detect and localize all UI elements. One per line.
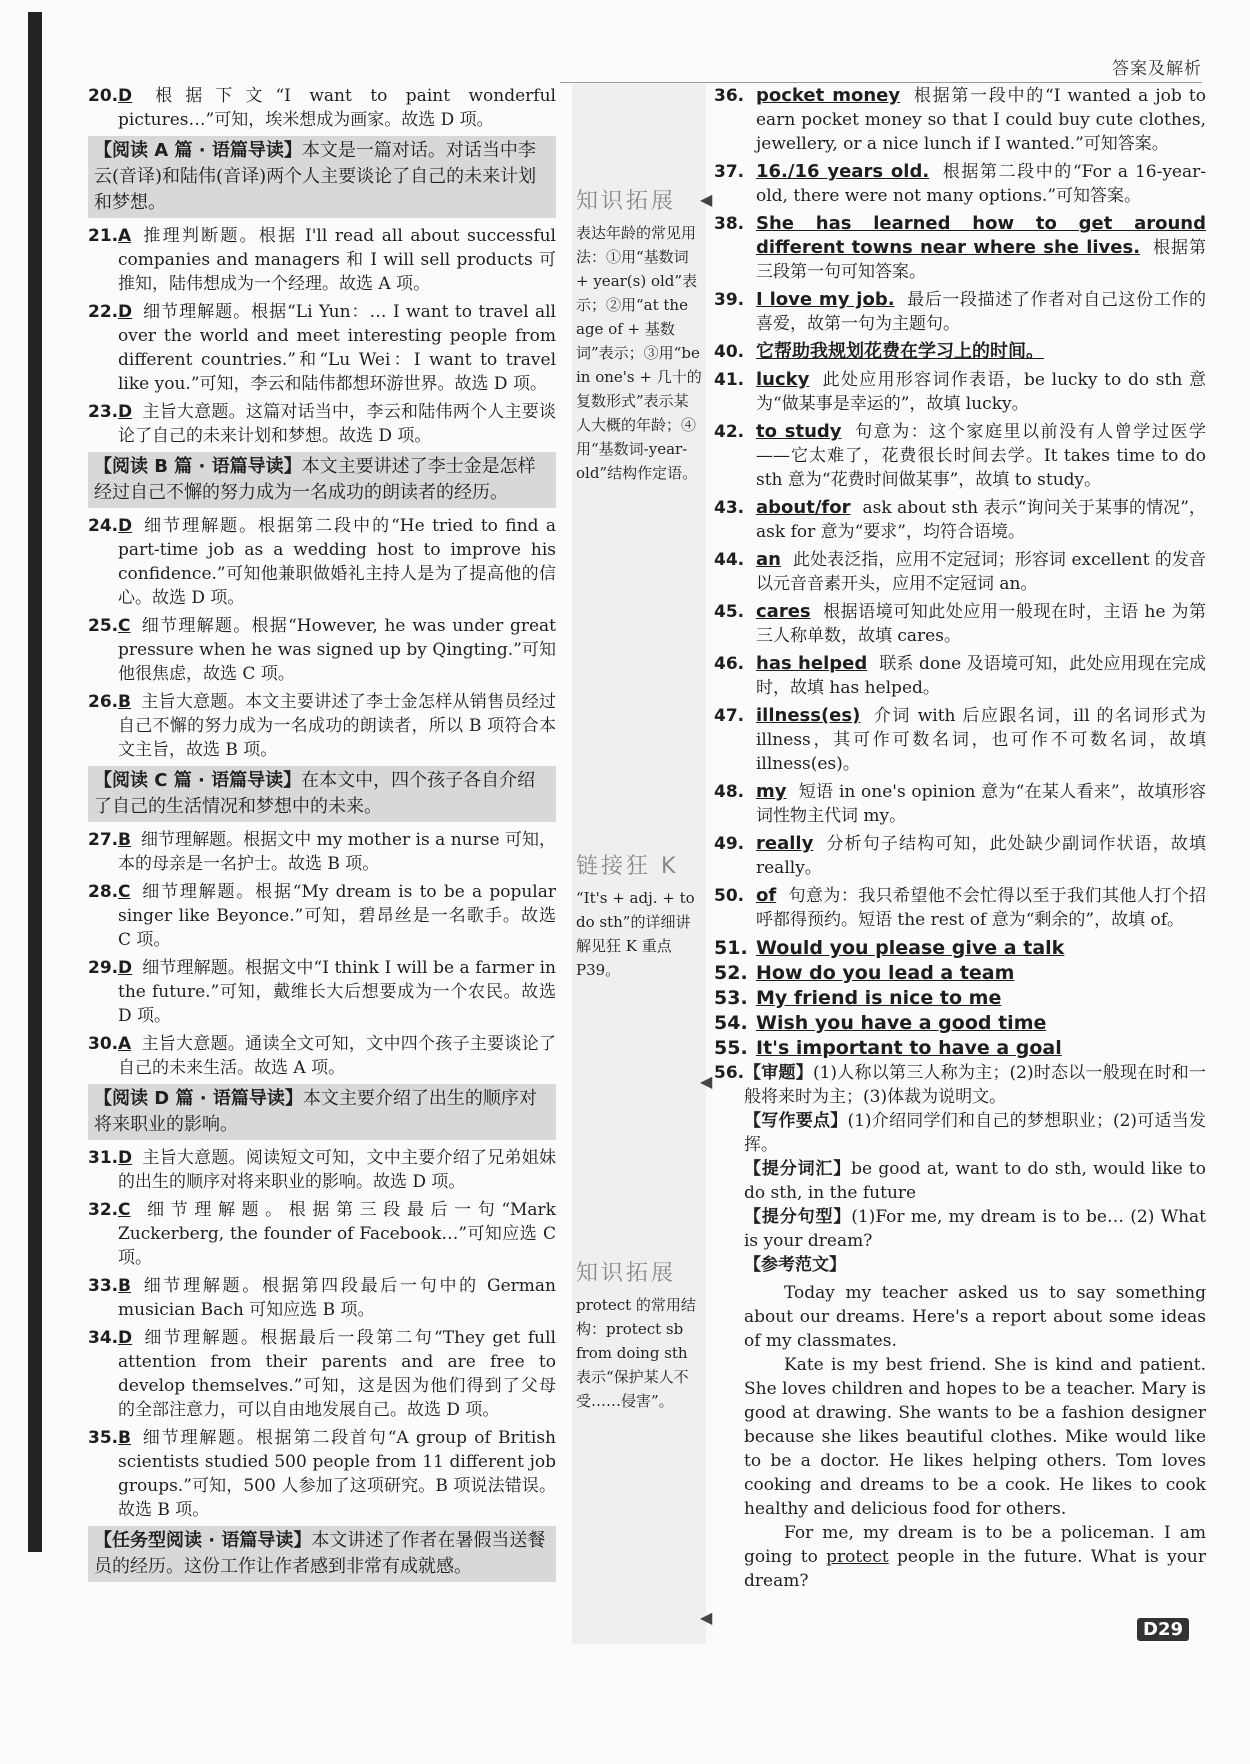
header-rule (560, 82, 1202, 83)
pointer-arrow-icon-3: ◀ (700, 1608, 713, 1627)
answer-36: 36. pocket money 根据第一段中的“I wanted a job to earn pocket money so that I could buy cute clothes, jewellery, or a nice lunch if I wanted.”可知答案。 (714, 85, 1206, 154)
link-k-heading: 链接狂 K (576, 854, 679, 879)
sample-essay-heading: 【参考范文】 (744, 1255, 846, 1275)
answer-50: 50. of 句意为：我只希望他不会忙得以至于我们其他人打个招呼都得预约。短语 the rest of 意为“剩余的”，故填 of。 (714, 885, 1206, 930)
essay-paragraph-2: Kate is my best friend. She is kind and patient. She loves children and hopes to be a teacher. Mary is good at drawing. She wants to be a fashion designer because she likes beautiful clothes. Mike would like to be a doctor. He likes helping others. Tom loves cooking and dreams to be a cook. He likes to cook healthy and delicious food for others. (744, 1355, 1206, 1519)
page-header: 答案及解析 (1112, 59, 1202, 79)
answer-35: 35. B 细节理解题。根据第二段首句“A group of British scientists studied 500 people from 11 different job groups.”可知，500 人参加了这项研究。B 项说法错误。故选 B 项。 (88, 1428, 556, 1520)
pointer-arrow-icon: ◀ (700, 190, 713, 209)
answer-54: 54. Wish you have a good time (714, 1012, 1047, 1034)
answer-24: 24. D 细节理解题。根据第二段中的“He tried to find a part-time job as a wedding host to improve his confidence.”可知他兼职做婚礼主持人是为了提高他的信心。故选 D 项。 (88, 516, 556, 608)
answer-37: 37. 16./16 years old. 根据第二段中的“For a 16-year-old, there were not many options.”可知答案。 (714, 161, 1206, 206)
answer-27: 27. B 细节理解题。根据文中 my mother is a nurse 可知，本的母亲是一名护士。故选 B 项。 (88, 830, 556, 874)
answer-52: 52. How do you lead a team (714, 962, 1015, 984)
answer-41: 41. lucky 此处应用形容词作表语，be lucky to do sth 意为“做某事是幸运的”，故填 lucky。 (714, 369, 1206, 414)
passage-guide-task: 【任务型阅读 · 语篇导读】本文讲述了作者在暑假当送餐员的经历。这份工作让作者感到非常有成就感。 (88, 1526, 556, 1582)
sample-essay (714, 1281, 1206, 1593)
link-k-note: “It's + adj. + to do sth”的详细讲解见狂 K 重点 P39。 (576, 889, 695, 979)
sidebar-spacer (572, 485, 706, 845)
answer-53: 53. My friend is nice to me (714, 987, 1002, 1009)
key-sentences: 【提分句型】(1)For me, my dream is to be… (2) What is your dream? (744, 1207, 1207, 1251)
answer-23: 23. D 主旨大意题。这篇对话当中，李云和陆伟两个人主要谈论了自己的未来计划和梦想。故选 D 项。 (88, 402, 556, 446)
review-section: 【审题】(1)人称以第三人称为主；(2)时态以一般现在时和一般将来时为主；(3)体裁为说明文。 (744, 1063, 1207, 1107)
binding-spine (28, 12, 42, 1552)
knowledge-extension-heading: 知识拓展 (576, 189, 677, 214)
answer-33: 33. B 细节理解题。根据第四段最后一句中的 German musician Bach 可知应选 B 项。 (88, 1276, 556, 1320)
answer-32: 32. C 细节理解题。根据第三段最后一句“Mark Zuckerberg, the founder of Facebook…”可知应选 C 项。 (88, 1200, 556, 1268)
right-column (714, 84, 1206, 1593)
page-number: D29 (1137, 1618, 1189, 1641)
answer-42: 42. to study 句意为：这个家庭里以前没有人曾学过医学——它太难了，花费很长时间去学。It takes time to do sth 意为“花费时间做某事”，故填 to study。 (714, 421, 1206, 490)
pointer-arrow-icon-2: ◀ (700, 1072, 713, 1091)
answer-47: 47. illness(es) 介词 with 后应跟名词，ill 的名词形式为 illness，其可作可数名词，也可作不可数名词，故填 illness(es)。 (714, 705, 1206, 774)
answer-51: 51. Would you please give a talk (714, 937, 1065, 959)
sidebar-notes (572, 84, 706, 1413)
answer-39: 39. I love my job. 最后一段描述了作者对自己这份工作的喜爱，故第一句为主题句。 (714, 289, 1206, 334)
answer-43: 43. about/for ask about sth 表示“询问关于某事的情况”，ask for 意为“要求”，均符合语境。 (714, 497, 1206, 542)
answer-30: 30. A 主旨大意题。通读全文可知，文中四个孩子主要谈论了自己的未来生活。故选 A 项。 (88, 1034, 556, 1078)
answer-22: 22. D 细节理解题。根据“Li Yun：… I want to travel all over the world and meet interesting people from different countries.”和“Lu Wei：I want to travel like you.”可知，李云和陆伟都想环游世界。故选 D 项。 (88, 302, 556, 394)
writing-points: 【写作要点】(1)介绍同学们和自己的梦想职业；(2)可适当发挥。 (744, 1111, 1207, 1155)
underlined-word: protect (826, 1547, 889, 1567)
answer-25: 25. C 细节理解题。根据“However, he was under great pressure when he was signed up by Qingting.”可知他很焦虑，故选 C 项。 (88, 616, 556, 684)
answer-56: 56. 【审题】(1)人称以第三人称为主；(2)时态以一般现在时和一般将来时为主；(3)体裁为说明文。 【写作要点】(1)介绍同学们和自己的梦想职业；(2)可适当发挥。 【提分词汇】be good at, want to do sth, would like to do sth, in the future 【提分句型】(1)For me, my dream is to be… (2) What is your dream? 【参考范文】 (714, 1063, 1207, 1275)
answer-26: 26. B 主旨大意题。本文主要讲述了李士金怎样从销售员经过自己不懈的努力成为一名成功的朗读者，所以 B 项符合本文主旨，故选 B 项。 (88, 692, 556, 760)
passage-guide-b: 【阅读 B 篇 · 语篇导读】本文主要讲述了李士金是怎样经过自己不懈的努力成为一名成功的朗读者的经历。 (88, 452, 556, 508)
answer-28: 28. C 细节理解题。根据“My dream is to be a popular singer like Beyonce.”可知，碧昂丝是一名歌手。故选 C 项。 (88, 882, 556, 950)
passage-guide-a: 【阅读 A 篇 · 语篇导读】本文是一篇对话。对话当中李云(音译)和陆伟(音译)两个人主要谈论了自己的未来计划和梦想。 (88, 136, 556, 218)
passage-guide-d: 【阅读 D 篇 · 语篇导读】本文主要介绍了出生的顺序对将来职业的影响。 (88, 1084, 556, 1140)
passage-guide-c: 【阅读 C 篇 · 语篇导读】在本文中，四个孩子各自介绍了自己的生活情况和梦想中的未来。 (88, 766, 556, 822)
answer-46: 46. has helped 联系 done 及语境可知，此处应用现在完成时，故填 has helped。 (714, 653, 1206, 698)
essay-paragraph-3: For me, my dream is to be a policeman. I am going to protect people in the future. What is your dream? (744, 1523, 1207, 1591)
answer-48: 48. my 短语 in one's opinion 意为“在某人看来”，故填形容词性物主代词 my。 (714, 781, 1206, 826)
sidebar-spacer (572, 982, 706, 1252)
key-vocabulary: 【提分词汇】be good at, want to do sth, would like to do sth, in the future (744, 1159, 1206, 1203)
answer-20: 20. D 根据下文“I want to paint wonderful pictures…”可知，埃米想成为画家。故选 D 项。 (88, 86, 556, 130)
protect-usage-note: protect 的常用结构：protect sb from doing sth 表示“保护某人不受……侵害”。 (576, 1296, 696, 1410)
left-column (88, 84, 556, 1588)
answer-34: 34. D 细节理解题。根据最后一段第二句“They get full attention from their parents and are free to develop themselves.”可知，这是因为他们得到了父母的全部注意力，可以自由地发展自己。故选 D 项。 (88, 1328, 556, 1420)
answer-55: 55. It's important to have a goal (714, 1037, 1062, 1059)
answer-40: 40. 它帮助我规划花费在学习上的时间。 (714, 341, 1044, 362)
answer-45: 45. cares 根据语境可知此处应用一般现在时，主语 he 为第三人称单数，故填 cares。 (714, 601, 1206, 646)
answer-44: 44. an 此处表泛指，应用不定冠词；形容词 excellent 的发音以元音音素开头，应用不定冠词 an。 (714, 549, 1206, 594)
answer-49: 49. really 分析句子结构可知，此处缺少副词作状语，故填 really。 (714, 833, 1206, 878)
answer-29: 29. D 细节理解题。根据文中“I think I will be a farmer in the future.”可知，戴维长大后想要成为一个农民。故选 D 项。 (88, 958, 556, 1026)
answer-31: 31. D 主旨大意题。阅读短文可知，文中主要介绍了兄弟姐妹的出生的顺序对将来职业的影响。故选 D 项。 (88, 1148, 556, 1192)
essay-paragraph-1: Today my teacher asked us to say something about our dreams. Here's a report about some ideas of my classmates. (744, 1283, 1206, 1351)
knowledge-extension-heading-2: 知识拓展 (576, 1261, 677, 1286)
sidebar-spacer (572, 84, 706, 180)
answer-21: 21. A 推理判断题。根据 I'll read all about successful companies and managers 和 I will sell products 可推知，陆伟想成为一个经理。故选 A 项。 (88, 226, 556, 294)
answer-38: 38. She has learned how to get around different towns near where she lives. 根据第三段第一句可知答案。 (714, 213, 1206, 282)
age-expression-note: 表达年龄的常见用法：①用“基数词 + year(s) old”表示；②用“at the age of + 基数词”表示；③用“be in one's + 几十的复数形式”表示某人大概的年龄；④用“基数词-year-old”结构作定语。 (576, 224, 702, 482)
